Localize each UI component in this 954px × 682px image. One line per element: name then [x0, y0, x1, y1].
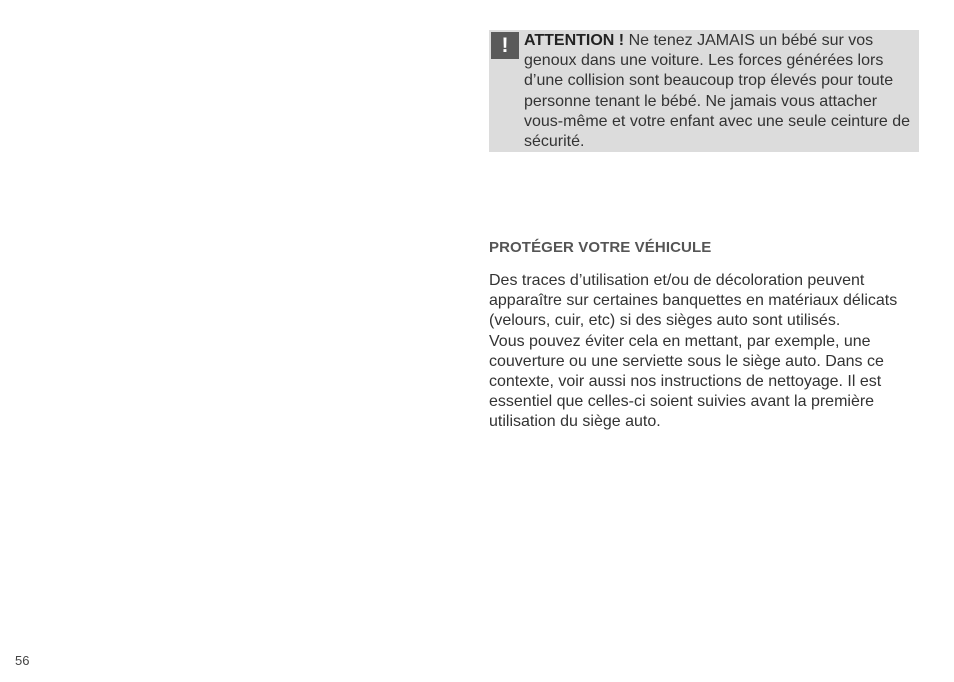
warning-body: Ne tenez JAMAIS un bébé sur vos genoux dans une voiture. Les forces générées lors d’une collision sont beaucoup trop élevés pour toute personne tenant le bébé. Ne jamais vous attacher vous-même et votre enfant avec une seule ceinture de sécurité.: [524, 32, 910, 151]
warning-text: [524, 31, 916, 152]
warning-box: [489, 30, 919, 152]
exclamation-icon: !: [491, 32, 519, 59]
paragraph: Vous pouvez éviter cela en mettant, par exemple, une couverture ou une serviette sous le siège auto. Dans ce contexte, voir aussi nos instructions de nettoyage. Il est essentiel que celles-ci soient suivies avant la première utilisation du siège auto.: [489, 332, 884, 431]
section-title: PROTÉGER VOTRE VÉHICULE: [489, 239, 712, 256]
section-body: [489, 271, 924, 433]
paragraph: Des traces d’utilisation et/ou de décoloration peuvent apparaître sur certaines banquettes en matériaux délicats (velours, cuir, etc) si des sièges auto sont utilisés.: [489, 272, 898, 330]
warning-label: ATTENTION !: [524, 32, 625, 49]
page-number: 56: [15, 653, 30, 668]
